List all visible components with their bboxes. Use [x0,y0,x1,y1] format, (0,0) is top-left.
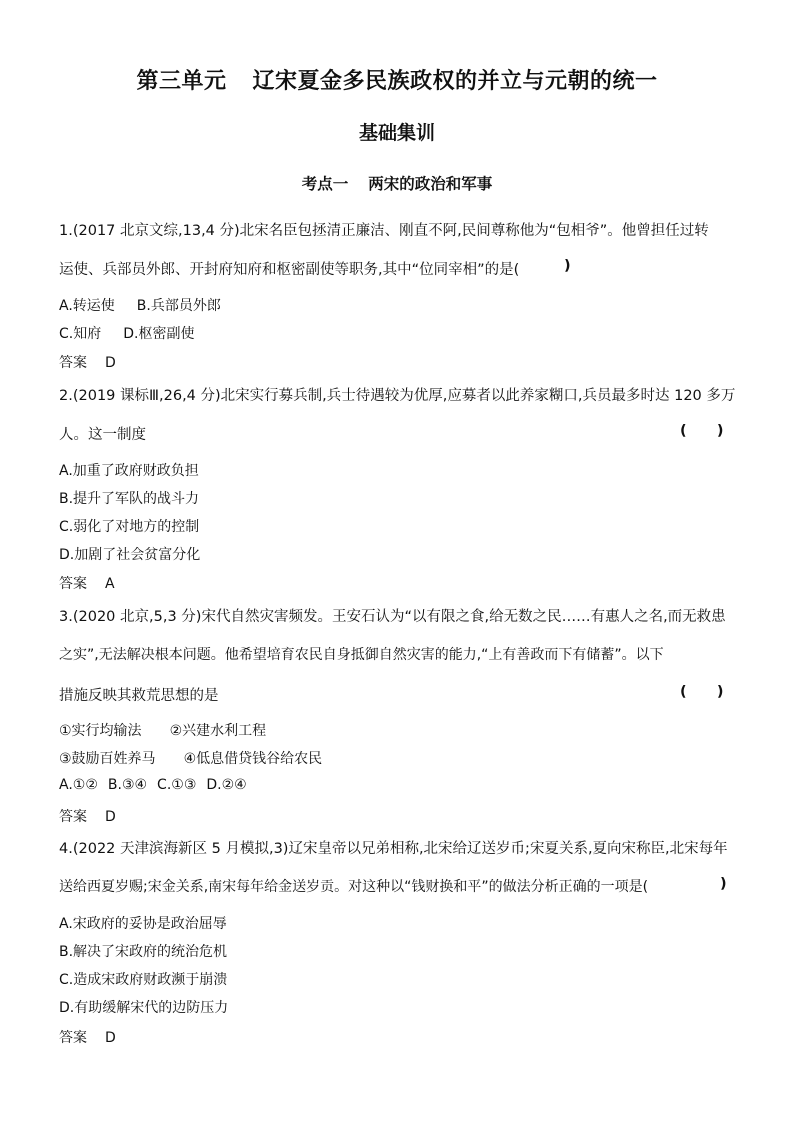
item-3: ③鼓励百姓养马 [59,751,156,767]
question-number: 1. [59,223,73,239]
question-number: 2. [59,388,73,404]
question-3-items-row-2 [59,748,322,768]
option-c: C.①③ [157,777,197,793]
question-number: 4. [59,841,73,857]
page-title [0,64,794,95]
question-2-answer: 答案 A [59,576,115,592]
question-2-line-2: 人。这一制度 [59,427,146,443]
option-a: A.转运使 [59,298,115,314]
option-b: B.③④ [107,777,148,793]
question-3-options [59,777,247,793]
section-title: 两宋的政治和军事 [368,175,493,193]
question-1-line-2: 运使、兵部员外郎、开封府知府和枢密副使等职务,其中“位同宰相”的是( [59,262,520,278]
option-c: C.造成宋政府财政濒于崩溃 [59,972,228,988]
question-source: (2022 天津滨海新区 5 月模拟,3) [72,841,289,857]
answer-blank: ( ) [680,423,724,439]
option-a: A.加重了政府财政负担 [59,463,199,479]
question-1-options-row-2 [59,323,194,343]
question-1-line-1: 1.(2017 北京文综,13,4 分)北宋名臣包拯清正廉洁、刚直不阿,民间尊称他为“包相爷”。他曾担任过转 [59,223,709,239]
unit-title: 辽宋夏金多民族政权的并立与元朝的统一 [252,69,658,94]
unit-label: 第三单元 [136,69,227,94]
page-subtitle: 基础集训 [358,122,435,144]
question-3-line-1: 3.(2020 北京,5,3 分)宋代自然灾害频发。王安石认为“以有限之食,给无数之民……有惠人之名,而无救患 [59,609,726,625]
question-4-line-2: 送给西夏岁赐;宋金关系,南宋每年给金送岁贡。对这种以“钱财换和平”的做法分析正确的一项是( [59,879,649,895]
question-4-line-1: 4.(2022 天津滨海新区 5 月模拟,3)辽宋皇帝以兄弟相称,北宋给辽送岁币;宋夏关系,夏向宋称臣,北宋每年 [59,841,728,857]
option-b: B.兵部员外郎 [136,298,221,314]
question-number: 3. [59,609,73,625]
option-a: A.①② [59,777,98,793]
question-1-answer: 答案 D [59,355,116,371]
section-label: 考点一 [301,175,349,193]
question-source: (2017 北京文综,13,4 分) [72,223,240,239]
option-d: D.②④ [206,777,247,793]
option-d: D.枢密副使 [123,326,195,342]
question-2-line-1: 2.(2019 课标Ⅲ,26,4 分)北宋实行募兵制,兵士待遇较为优厚,应募者以此养家糊口,兵员最多时达 120 多万 [59,388,736,404]
question-source: (2019 课标Ⅲ,26,4 分) [72,388,221,404]
question-3-line-3: 措施反映其救荒思想的是 [59,688,219,704]
item-2: ②兴建水利工程 [169,723,267,739]
option-a: A.宋政府的妥协是政治屈辱 [59,916,227,932]
option-d: D.加剧了社会贫富分化 [59,547,201,563]
answer-blank-close: ) [564,258,571,274]
question-1-options-row-1 [59,295,221,315]
option-b: B.解决了宋政府的统治危机 [59,944,228,960]
item-1: ①实行均输法 [59,723,142,739]
question-4-answer: 答案 D [59,1030,116,1046]
option-c: C.知府 [59,326,102,342]
option-d: D.有助缓解宋代的边防压力 [59,1000,229,1016]
question-source: (2020 北京,5,3 分) [72,609,202,625]
answer-blank-close: ) [720,876,727,892]
question-3-items-row-1 [59,720,266,740]
section-heading [0,172,794,194]
question-3-line-2: 之实”,无法解决根本问题。他希望培育农民自身抵御自然灾害的能力,“上有善政而下有储蓄”。以下 [59,647,664,663]
option-c: C.弱化了对地方的控制 [59,519,200,535]
item-4: ④低息借贷钱谷给农民 [183,751,323,767]
option-b: B.提升了军队的战斗力 [59,491,200,507]
question-3-answer: 答案 D [59,809,116,825]
answer-blank: ( ) [680,684,724,700]
